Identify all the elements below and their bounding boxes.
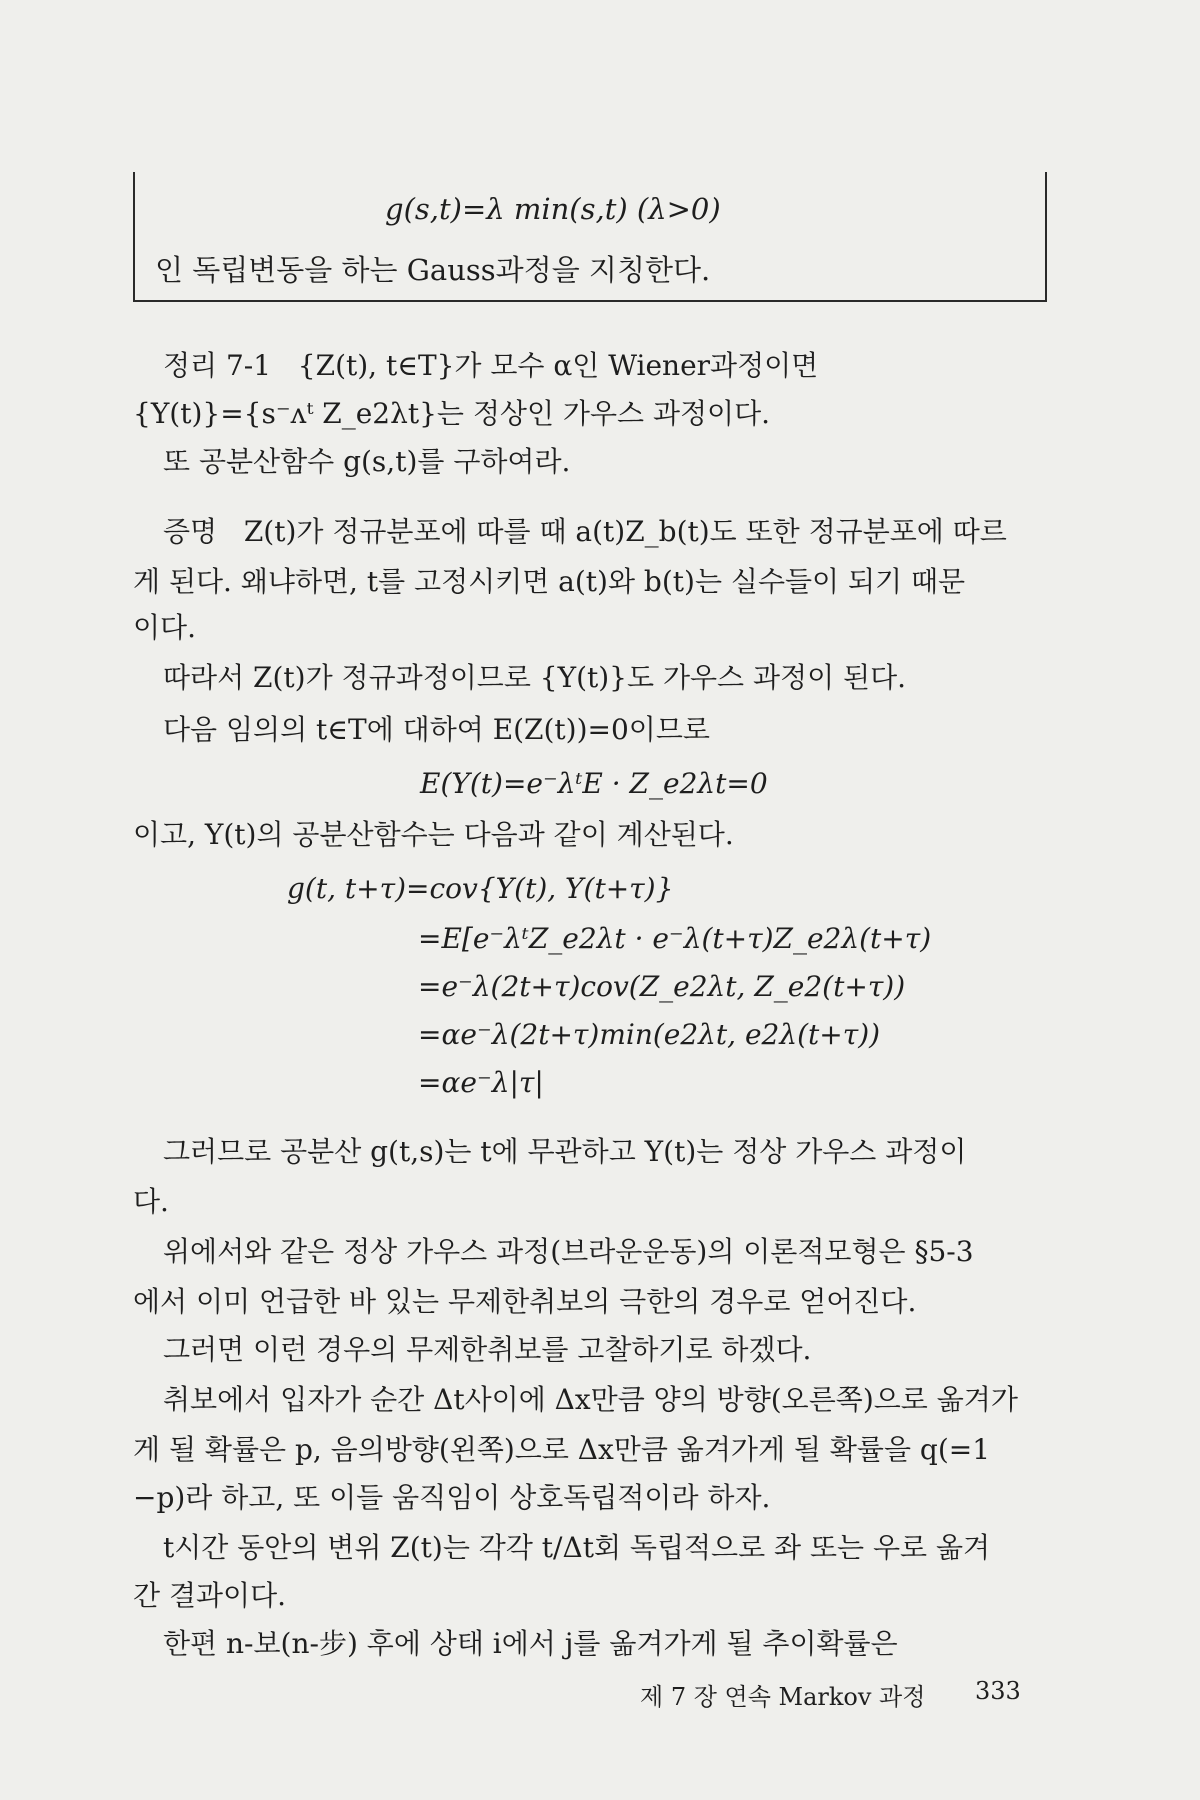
proof-line-3: 이다. bbox=[133, 611, 196, 644]
body-line-3: 그러면 이런 경우의 무제한취보를 고찰하기로 하겠다. bbox=[163, 1333, 812, 1366]
theorem-statement: {Z(t), t∈T}가 모수 α인 Wiener과정이면 bbox=[297, 349, 819, 382]
body-line-2: 에서 이미 언급한 바 있는 무제한취보의 극한의 경우로 얻어진다. bbox=[133, 1285, 917, 1318]
proof-line-5: 다음 임의의 t∈T에 대하여 E(Z(t))=0이므로 bbox=[163, 713, 710, 746]
covariance-formula: g(s,t)=λ min(s,t) (λ>0) bbox=[385, 192, 721, 226]
body-line-6: −p)라 하고, 또 이들 움직임이 상호독립적이라 하자. bbox=[133, 1481, 771, 1514]
cov-eq-1: g(t, t+τ)=cov{Y(t), Y(t+τ)} bbox=[287, 872, 674, 905]
proof-label: 증명 bbox=[163, 515, 218, 548]
proof-line-1 bbox=[163, 517, 1007, 548]
cov-eq-4: =αe⁻λ(2t+τ)min(e2λt, e2λ(t+τ)) bbox=[418, 1018, 881, 1051]
body-line-1: 위에서와 같은 정상 가우스 과정(브라운운동)의 이론적모형은 §5-3 bbox=[163, 1235, 974, 1268]
theorem-line-1 bbox=[163, 351, 818, 382]
body-line-8: 간 결과이다. bbox=[133, 1579, 287, 1612]
theorem-label: 정리 7-1 bbox=[163, 349, 272, 382]
proof-line-7: 그러므로 공분산 g(t,s)는 t에 무관하고 Y(t)는 정상 가우스 과정이 bbox=[163, 1135, 967, 1168]
body-line-7: t시간 동안의 변위 Z(t)는 각각 t/Δt회 독립적으로 좌 또는 우로 옮겨 bbox=[163, 1531, 991, 1564]
cov-eq-5: =αe⁻λ|τ| bbox=[418, 1066, 544, 1099]
proof-line-2: 게 된다. 왜냐하면, t를 고정시키면 a(t)와 b(t)는 실수들이 되기 때문 bbox=[133, 565, 966, 598]
definition-text: 인 독립변동을 하는 Gauss과정을 지칭한다. bbox=[155, 253, 711, 287]
theorem-line-2: {Y(t)}={s⁻ᴧᵗ Z_e2λt}는 정상인 가우스 과정이다. bbox=[133, 397, 771, 430]
body-line-4: 취보에서 입자가 순간 Δt사이에 Δx만큼 양의 방향(오른쪽)으로 옮겨가 bbox=[163, 1383, 1018, 1416]
running-footer-chapter: 제 7 장 연속 Markov 과정 bbox=[640, 1683, 926, 1711]
cov-eq-2: =E[e⁻λᵗZ_e2λt · e⁻λ(t+τ)Z_e2λ(t+τ) bbox=[418, 922, 932, 955]
proof-line-6: 이고, Y(t)의 공분산함수는 다음과 같이 계산된다. bbox=[133, 818, 734, 851]
cov-eq-3: =e⁻λ(2t+τ)cov(Z_e2λt, Z_e2(t+τ)) bbox=[418, 970, 906, 1003]
proof-line-4: 따라서 Z(t)가 정규과정이므로 {Y(t)}도 가우스 과정이 된다. bbox=[163, 661, 907, 694]
body-line-5: 게 될 확률은 p, 음의방향(왼쪽)으로 Δx만큼 옮겨가게 될 확률을 q(=1 bbox=[133, 1433, 991, 1466]
body-line-9: 한편 n-보(n-步) 후에 상태 i에서 j를 옮겨가게 될 추이확률은 bbox=[163, 1627, 898, 1660]
proof-text-1: Z(t)가 정규분포에 따를 때 a(t)Z_b(t)도 또한 정규분포에 따르 bbox=[243, 515, 1007, 548]
page-number: 333 bbox=[975, 1677, 1021, 1705]
definition-box bbox=[133, 172, 1047, 302]
proof-line-8: 다. bbox=[133, 1185, 169, 1218]
theorem-line-3: 또 공분산함수 g(s,t)를 구하여라. bbox=[163, 445, 571, 478]
expectation-equation: E(Y(t)=e⁻λᵗE · Z_e2λt=0 bbox=[420, 767, 768, 800]
